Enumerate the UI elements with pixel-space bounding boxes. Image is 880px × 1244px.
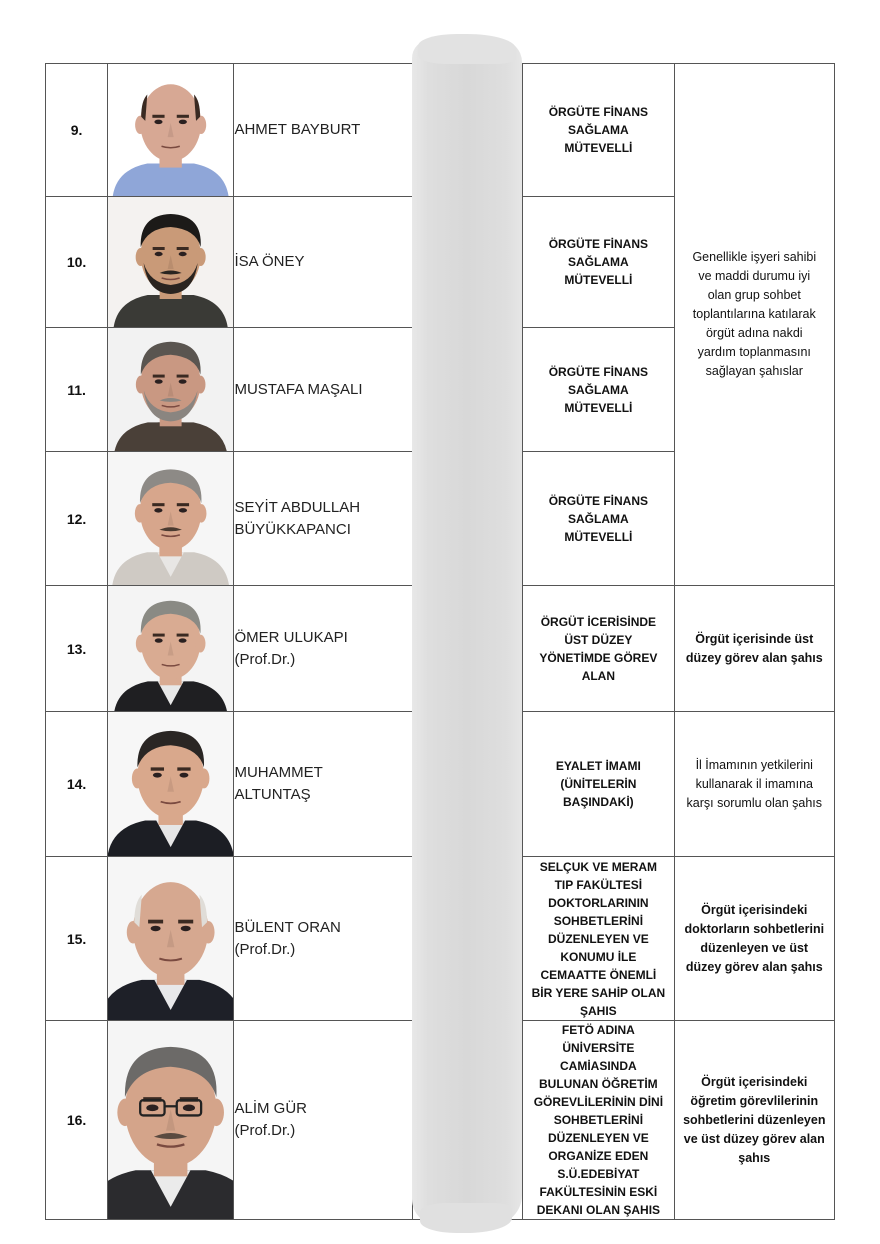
role-line: FAKÜLTESİNİN ESKİ (539, 1185, 658, 1199)
role-cell (523, 586, 674, 712)
role-cell (523, 197, 674, 328)
description-cell (674, 586, 834, 712)
role-line: DOKTORLARININ (548, 895, 649, 910)
merged-description-line: ve maddi durumu iyi (698, 269, 811, 283)
role-line: ÖRGÜTE FİNANS (548, 493, 649, 508)
description-line: karşı sorumlu olan şahıs (686, 795, 823, 810)
person-photo (108, 452, 234, 586)
description-line: kullanarak il imamına (695, 776, 813, 791)
merged-description-line: örgüt adına nakdi (705, 326, 803, 340)
description-line: Örgüt içerisinde üst (695, 631, 814, 646)
role-cell (523, 328, 674, 452)
description-cell (674, 712, 834, 857)
description-line: doktorların sohbetlerini (684, 921, 825, 936)
role-line: ÜNİVERSİTE (562, 1041, 635, 1055)
person-photo (108, 64, 234, 197)
description-line: Örgüt içerisindeki (701, 1074, 808, 1089)
role-line: CAMİASINDA (560, 1059, 637, 1073)
person-name (234, 197, 412, 328)
person-name-line: (Prof.Dr.) (234, 650, 296, 668)
person-photo (108, 328, 234, 452)
role-line: BULUNAN ÖĞRETİM (539, 1077, 658, 1091)
merged-description-line: yardım toplanmasını (697, 345, 811, 359)
role-line: ÖRGÜT İCERİSİNDE (540, 614, 657, 629)
person-photo (108, 712, 234, 857)
description-line: düzenleyen ve üst (700, 940, 809, 955)
person-photo (108, 586, 234, 712)
role-line: SAĞLAMA (568, 382, 629, 397)
role-line: DÜZENLEYEN VE (548, 1131, 649, 1145)
role-line: BİR YERE SAHİP OLAN (531, 985, 666, 1000)
person-name (234, 712, 412, 857)
merged-description-line: sağlayan şahıslar (705, 364, 803, 378)
person-name-line: SEYİT ABDULLAH (234, 498, 361, 516)
person-name (234, 1021, 412, 1220)
description-cell (674, 857, 834, 1021)
person-name-line: MUSTAFA MAŞALI (234, 380, 363, 398)
description-line: ve üst düzey görev alan (683, 1131, 825, 1146)
role-line: SOHBETLERİNİ (553, 913, 644, 928)
role-line: YÖNETİMDE GÖREV (539, 650, 658, 665)
role-line: EYALET İMAMI (555, 759, 641, 773)
role-line: MÜTEVELLİ (564, 141, 633, 155)
role-line: ÖRGÜTE FİNANS (548, 237, 649, 251)
role-line: FETÖ ADINA (561, 1023, 635, 1037)
row-number: 12. (46, 452, 108, 586)
role-line: ALAN (581, 668, 616, 683)
person-name (234, 64, 412, 197)
role-line: BAŞINDAKİ) (563, 795, 634, 809)
person-name (234, 328, 412, 452)
role-cell (523, 857, 674, 1021)
person-name-line: BÜLENT ORAN (234, 918, 341, 936)
role-line: S.Ü.EDEBİYAT (557, 1167, 640, 1181)
row-number: 9. (46, 64, 108, 197)
role-line: SELÇUK VE MERAM (539, 859, 658, 874)
role-line: DÜZENLEYEN VE (548, 931, 649, 946)
person-name-line: ÖMER ULUKAPI (234, 628, 348, 646)
description-line: öğretim görevlilerinin (690, 1093, 819, 1108)
description-line: Örgüt içerisindeki (701, 902, 808, 917)
role-line: KONUMU İLE (560, 949, 637, 964)
role-line: MÜTEVELLİ (564, 273, 633, 287)
role-line: ÖRGÜTE FİNANS (548, 105, 649, 119)
merged-description-line: olan grup sohbet (707, 288, 801, 302)
redaction-smear (412, 40, 522, 1225)
role-line: (ÜNİTELERİN (560, 777, 637, 791)
role-line: MÜTEVELLİ (564, 529, 633, 544)
role-line: ÖRGÜTE FİNANS (548, 364, 649, 379)
person-name (234, 857, 412, 1021)
role-line: TIP FAKÜLTESİ (554, 877, 643, 892)
role-line: SAĞLAMA (568, 123, 629, 137)
row-number: 13. (46, 586, 108, 712)
description-line: düzey görev alan şahıs (685, 650, 823, 665)
person-name-line: MUHAMMET (234, 764, 323, 781)
role-cell (523, 1021, 674, 1220)
person-name-line: ALTUNTAŞ (234, 786, 311, 803)
merged-description-line: Genellikle işyeri sahibi (692, 250, 817, 264)
merged-description-line: toplantılarına katılarak (692, 307, 816, 321)
row-number: 16. (46, 1021, 108, 1220)
role-line: SOHBETLERİNİ (553, 1113, 644, 1127)
person-photo (108, 1021, 234, 1220)
role-line: ORGANİZE EDEN (548, 1149, 649, 1163)
merged-description-cell (674, 64, 834, 586)
description-cell (674, 1021, 834, 1220)
role-cell (523, 64, 674, 197)
description-line: şahıs (738, 1150, 771, 1165)
role-line: ŞAHIS (580, 1003, 617, 1018)
person-name-line: ALİM GÜR (234, 1100, 307, 1117)
role-cell (523, 452, 674, 586)
row-number: 14. (46, 712, 108, 857)
person-name (234, 586, 412, 712)
person-name-line: (Prof.Dr.) (234, 940, 296, 958)
role-line: CEMAATTE ÖNEMLİ (540, 967, 657, 982)
description-line: sohbetlerini düzenleyen (683, 1112, 826, 1127)
person-photo (108, 197, 234, 328)
role-line: MÜTEVELLİ (564, 400, 633, 415)
row-number: 15. (46, 857, 108, 1021)
row-number: 10. (46, 197, 108, 328)
description-line: düzey görev alan şahıs (685, 959, 823, 974)
role-line: GÖREVLİLERİNİN DİNİ (533, 1095, 664, 1109)
role-line: SAĞLAMA (568, 511, 629, 526)
person-name (234, 452, 412, 586)
role-cell (523, 712, 674, 857)
role-line: DEKANI OLAN ŞAHIS (536, 1203, 661, 1217)
role-line: SAĞLAMA (568, 255, 629, 269)
role-line: ÜST DÜZEY (564, 632, 633, 647)
row-number: 11. (46, 328, 108, 452)
person-name-line: AHMET BAYBURT (234, 121, 361, 138)
person-name-line: (Prof.Dr.) (234, 1122, 296, 1139)
person-name-line: İSA ÖNEY (234, 253, 305, 270)
person-photo (108, 857, 234, 1021)
person-name-line: BÜYÜKKAPANCI (234, 520, 351, 538)
description-line: İl İmamının yetkilerini (695, 757, 813, 772)
